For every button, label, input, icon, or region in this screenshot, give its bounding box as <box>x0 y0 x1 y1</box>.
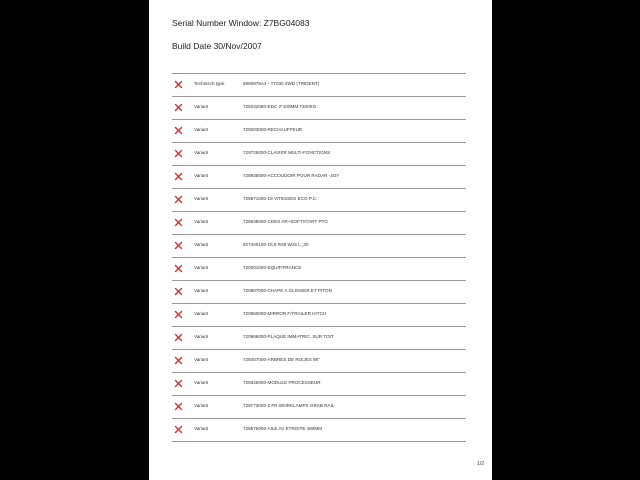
table-row <box>172 258 466 281</box>
table-row <box>172 166 466 189</box>
row-type: Variant <box>194 104 209 109</box>
row-value: 728838000-CDES AR+SOFTSTART PTO <box>243 219 328 224</box>
row-type: Variant <box>194 265 209 270</box>
cross-icon <box>174 149 183 158</box>
row-type: Variant <box>194 127 209 132</box>
cross-icon <box>174 356 183 365</box>
row-type: Variant <box>194 334 209 339</box>
table-row <box>172 304 466 327</box>
row-value: 729345000-MODULE PROCESSEUR <box>243 380 321 385</box>
cross-icon <box>174 264 183 273</box>
row-value: 729203000-RECHAUFFEUR <box>243 127 303 132</box>
table-row <box>172 281 466 304</box>
row-type: Variant <box>194 357 209 362</box>
row-value: 728232050-EDC 2*100MM 7200KG <box>243 104 317 109</box>
row-type: Variant <box>194 311 209 316</box>
cross-icon <box>174 402 183 411</box>
row-value: 720001000-EQUIP.FRANCE <box>243 265 302 270</box>
row-type: Variant <box>194 380 209 385</box>
page-indicator: 1/2 <box>477 461 484 467</box>
row-type: Variant <box>194 150 209 155</box>
table-row <box>172 235 466 258</box>
table-row <box>172 189 466 212</box>
row-type: Variant <box>194 288 209 293</box>
cross-icon <box>174 310 183 319</box>
row-value: 827440100-16,9 R38 W15 L_30 <box>243 242 309 247</box>
row-value: 728575000-AILE AV ETROITE 480MM <box>243 426 323 431</box>
table-row <box>172 143 466 166</box>
table-row <box>172 120 466 143</box>
cross-icon <box>174 80 183 89</box>
page-title: Serial Number Window: Z7BG04083 <box>172 18 310 28</box>
row-value: 729773000-2 FR.WORKLAMPS GRAB RAIL <box>243 403 335 408</box>
row-type: Variant <box>194 219 209 224</box>
cross-icon <box>174 333 183 342</box>
cross-icon <box>174 126 183 135</box>
cross-icon <box>174 172 183 181</box>
build-date: Build Date 30/Nov/2007 <box>172 41 262 51</box>
table-row <box>172 97 466 120</box>
table-row <box>172 327 466 350</box>
cross-icon <box>174 195 183 204</box>
table-row <box>172 373 466 396</box>
cross-icon <box>174 287 183 296</box>
variant-table <box>172 73 466 442</box>
row-value: 729571000-19 VITESSES ECO P.C. <box>243 196 318 201</box>
row-type: Variant <box>194 242 209 247</box>
table-row <box>172 212 466 235</box>
document-page <box>149 0 492 480</box>
row-value: 720966000-PLAQUE IMMATRIC. SUR TOIT <box>243 334 334 339</box>
row-type: Variant <box>194 173 209 178</box>
row-value: 728935000-ACCOUDOIR POUR RADAR -JOY <box>243 173 340 178</box>
cross-icon <box>174 103 183 112</box>
row-value: 728407000-ARBRES DE ROUES 98" <box>243 357 320 362</box>
cross-icon <box>174 425 183 434</box>
row-value: 729725000-CLAVIER MULTI-FONCTIONS <box>243 150 331 155</box>
row-type: Variant <box>194 196 209 201</box>
table-row <box>172 74 466 97</box>
row-value: 6960975А4 - T7030 4WD (TRIDENT) <box>243 81 320 86</box>
table-row <box>172 396 466 419</box>
row-type: Technisch type <box>194 81 225 86</box>
table-row <box>172 419 466 442</box>
table-row <box>172 350 466 373</box>
cross-icon <box>174 241 183 250</box>
row-type: Variant <box>194 426 209 431</box>
row-type: Variant <box>194 403 209 408</box>
cross-icon <box>174 379 183 388</box>
row-value: 720887000-CHAPE A GLISSIER.ET PITON <box>243 288 332 293</box>
row-value: 720960000-MIRROR F/TRAILER HITCH <box>243 311 327 316</box>
cross-icon <box>174 218 183 227</box>
